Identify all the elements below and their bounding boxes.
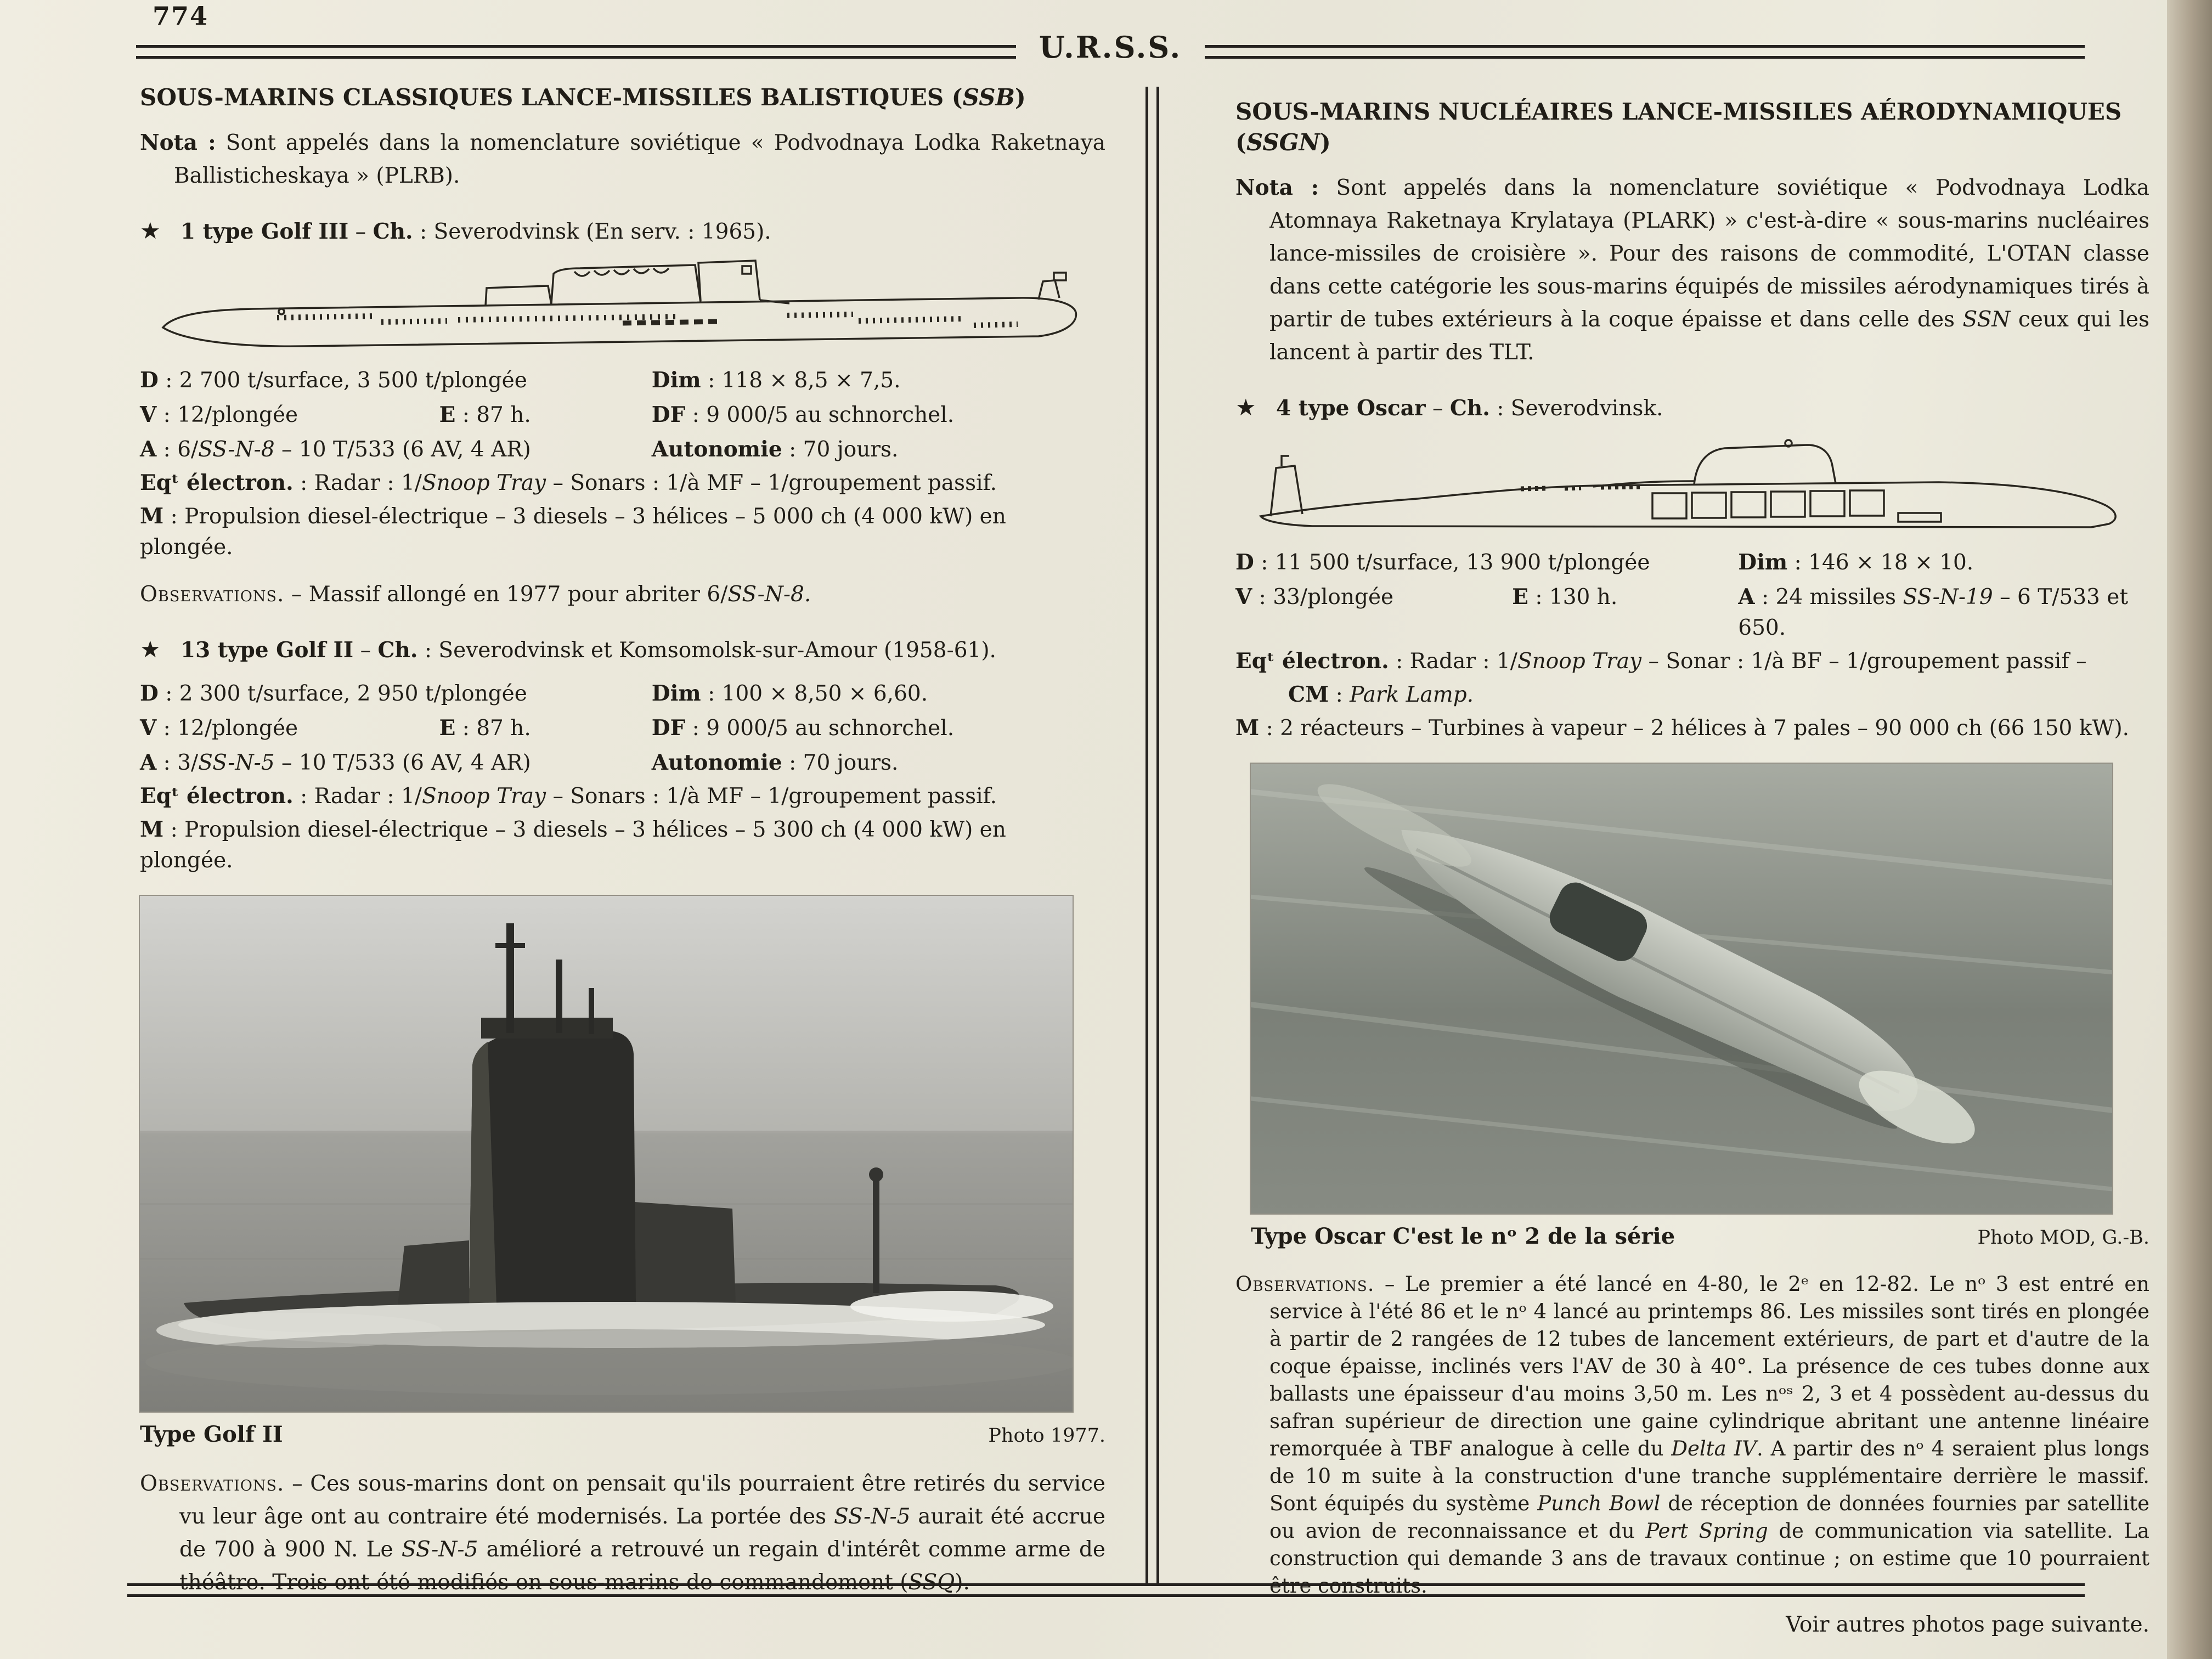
golf2-spec-m: M : Propulsion diesel-électrique – 3 diesels – 3 hélices – 5 300 ch (4 000 kW) en plongée. <box>140 817 1006 873</box>
oscar-spec-m: M : 2 réacteurs – Turbines à vapeur – 2 hélices à 7 pales – 90 000 ch (66 150 kW). <box>1235 715 2130 741</box>
see-more-note: Voir autres photos page suivante. <box>1786 1612 2149 1637</box>
header-rule-right <box>1205 45 2085 59</box>
page-header <box>136 30 2085 69</box>
oscar-spec-v-e <box>1235 582 1738 644</box>
golf2-spec-eq: Eqᵗ électron. : Radar : 1/Snoop Tray – Sonars : 1/à MF – 1/groupement passif. <box>140 783 997 809</box>
spec-block-golf2 <box>140 678 1105 876</box>
golf2-spec-v-e <box>140 713 652 744</box>
class-entry-golf3-text: 1 type Golf III – Ch. : Severodvinsk (En serv. : 1965). <box>180 219 771 244</box>
profile-drawing-golf3 <box>140 257 1105 356</box>
left-section-title: SOUS-MARINS CLASSIQUES LANCE-MISSILES BALISTIQUES (SSB) <box>140 84 1026 111</box>
spec-block-oscar <box>1235 547 2149 744</box>
golf3-spec-e: E : 87 h. <box>439 402 531 427</box>
class-entry-oscar-heading <box>1235 391 2149 425</box>
photo-caption: Type Golf II <box>140 1421 283 1447</box>
facing-page-edge <box>2167 0 2212 1659</box>
golf3-spec-dim: Dim : 118 × 8,5 × 7,5. <box>651 368 901 393</box>
star-icon: ★ <box>1235 394 1256 421</box>
column-divider <box>1146 87 1159 1583</box>
page-header-title: U.R.S.S. <box>1039 30 1182 65</box>
golf2-photo-scene <box>140 896 1073 1412</box>
right-section-title: SOUS-MARINS NUCLÉAIRES LANCE-MISSILES AÉRODYNAMIQUES (SSGN) <box>1235 98 2122 156</box>
golf3-spec-d: D : 2 700 t/surface, 3 500 t/plongée <box>140 368 527 393</box>
right-observations: Observations. – Le premier a été lancé en 4-80, le 2ᵉ en 12-82. Le nᵒ 3 est entré en service à l'été 86 et le nᵒ 4 lancé au printemps 86. Les missiles sont tirés en plongée à partir de 2 rangées de 12 tubes de lancement extérieurs, de part et d'autre de la coque épaisse, inclinés vers l'AV de 30 à 40°. La présence de ces tubes donne aux ballasts une épaisseur d'au moins 3,50 m. Les nᵒˢ 2, 3 et 4 possèdent au-dessus du safran supérieur de direction une gaine cylindrique abritant une antenne linéaire remorquée à TBF analogue à celle du Delta IV. A partir des nᵒ 4 seraient plus longs de 10 m suite à la construction d'une tranche supplémentaire derrière le massif. Sont équipés du système Punch Bowl de réception de données fournies par satellite ou avion de reconnaissance et du Pert Spring de communication via satellite. La construction qui demande 3 ans de travaux continue ; on estime que 10 pourraient être construits. <box>1235 1272 2150 1598</box>
golf2-spec-df: DF : 9 000/5 au schnorchel. <box>651 715 955 741</box>
golf2-caption-row <box>140 1418 1105 1452</box>
left-observations: Observations. – Ces sous-marins dont on pensait qu'ils pourraient être retirés du service vu leur âge ont au contraire été modernisés. La portée des SS-N-5 aurait été accrue de 700 à 900 N. Le SS-N-5 amélioré a retrouvé un regain d'intérêt comme arme de théâtre. Trois ont été modifiés en sous-marins de commandement (SSQ). <box>140 1471 1105 1595</box>
oscar-silhouette <box>1235 434 2149 538</box>
golf3-observations: Observations. – Massif allongé en 1977 pour abriter 6/SS-N-8. <box>140 582 811 607</box>
oscar-spec-e: E : 130 h. <box>1512 584 1618 610</box>
golf3-spec-v: V : 12/plongée <box>140 402 298 427</box>
photo-golf2 <box>140 896 1073 1412</box>
golf2-spec-e: E : 87 h. <box>439 715 531 741</box>
left-nota: Nota : Sont appelés dans la nomenclature soviétique « Podvodnaya Lodka Raketnaya Ballisticheskaya » (PLRB). <box>140 130 1105 188</box>
golf2-spec-autonomie: Autonomie : 70 jours. <box>651 750 899 775</box>
spec-block-golf3 <box>140 365 1105 563</box>
oscar-photo-scene <box>1251 764 2112 1214</box>
class-entry-golf3-heading <box>140 215 1105 249</box>
golf3-spec-df: DF : 9 000/5 au schnorchel. <box>651 402 955 427</box>
star-icon: ★ <box>140 636 161 663</box>
photo-credit: Photo 1977. <box>988 1425 1105 1447</box>
golf3-spec-a: A : 6/SS-N-8 – 10 T/533 (6 AV, 4 AR) <box>140 437 531 462</box>
star-icon: ★ <box>140 217 161 244</box>
golf2-spec-a: A : 3/SS-N-5 – 10 T/533 (6 AV, 4 AR) <box>140 750 531 775</box>
golf3-spec-eq: Eqᵗ électron. : Radar : 1/Snoop Tray – Sonars : 1/à MF – 1/groupement passif. <box>140 470 997 495</box>
photo-oscar <box>1251 764 2112 1214</box>
class-entry-golf2-text: 13 type Golf II – Ch. : Severodvinsk et Komsomolsk-sur-Amour (1958-61). <box>180 637 996 663</box>
left-column <box>140 82 1105 1599</box>
photo-credit: Photo MOD, G.-B. <box>1977 1227 2149 1249</box>
oscar-spec-a: A : 24 missiles SS-N-19 – 6 T/533 et 650. <box>1738 584 2128 640</box>
golf2-spec-d: D : 2 300 t/surface, 2 950 t/plongée <box>140 681 527 706</box>
header-rule-left <box>136 45 1016 59</box>
oscar-spec-dim: Dim : 146 × 18 × 10. <box>1738 550 1974 575</box>
golf3-spec-autonomie: Autonomie : 70 jours. <box>651 437 899 462</box>
oscar-spec-eq: Eqᵗ électron. : Radar : 1/Snoop Tray – Sonar : 1/à BF – 1/groupement passif – <box>1235 648 2087 674</box>
golf3-spec-m: M : Propulsion diesel-électrique – 3 diesels – 3 hélices – 5 000 ch (4 000 kW) en plongée. <box>140 504 1006 560</box>
golf3-silhouette <box>140 257 1105 356</box>
profile-drawing-oscar <box>1235 434 2149 538</box>
oscar-spec-cm: CM : Park Lamp. <box>1288 682 1474 707</box>
oscar-spec-v: V : 33/plongée <box>1235 584 1394 610</box>
oscar-caption-row <box>1251 1220 2149 1254</box>
golf3-spec-v-e <box>140 399 652 431</box>
golf2-spec-v: V : 12/plongée <box>140 715 298 741</box>
class-entry-oscar-text: 4 type Oscar – Ch. : Severodvinsk. <box>1276 396 1663 421</box>
oscar-spec-d: D : 11 500 t/surface, 13 900 t/plongée <box>1235 550 1650 575</box>
page-number: 774 <box>153 1 209 31</box>
class-entry-golf2-heading <box>140 633 1105 667</box>
golf2-spec-dim: Dim : 100 × 8,50 × 6,60. <box>651 681 928 706</box>
right-column <box>1235 97 2149 1641</box>
photo-caption: Type Oscar C'est le nᵒ 2 de la série <box>1251 1223 1675 1249</box>
right-nota: Nota : Sont appelés dans la nomenclature soviétique « Podvodnaya Lodka Atomnaya Raketnaya Krylataya (PLARK) » c'est-à-dire « sous-marins nucléaires lance-missiles de croisière ». Pour des raisons de commodité, L'OTAN classe dans cette catégorie les sous-marins équipés de missiles aérodynamiques tirés à partir de tubes extérieurs à la coque épaisse et dans celle des SSN ceux qui les lancent à partir des TLT. <box>1235 175 2149 365</box>
